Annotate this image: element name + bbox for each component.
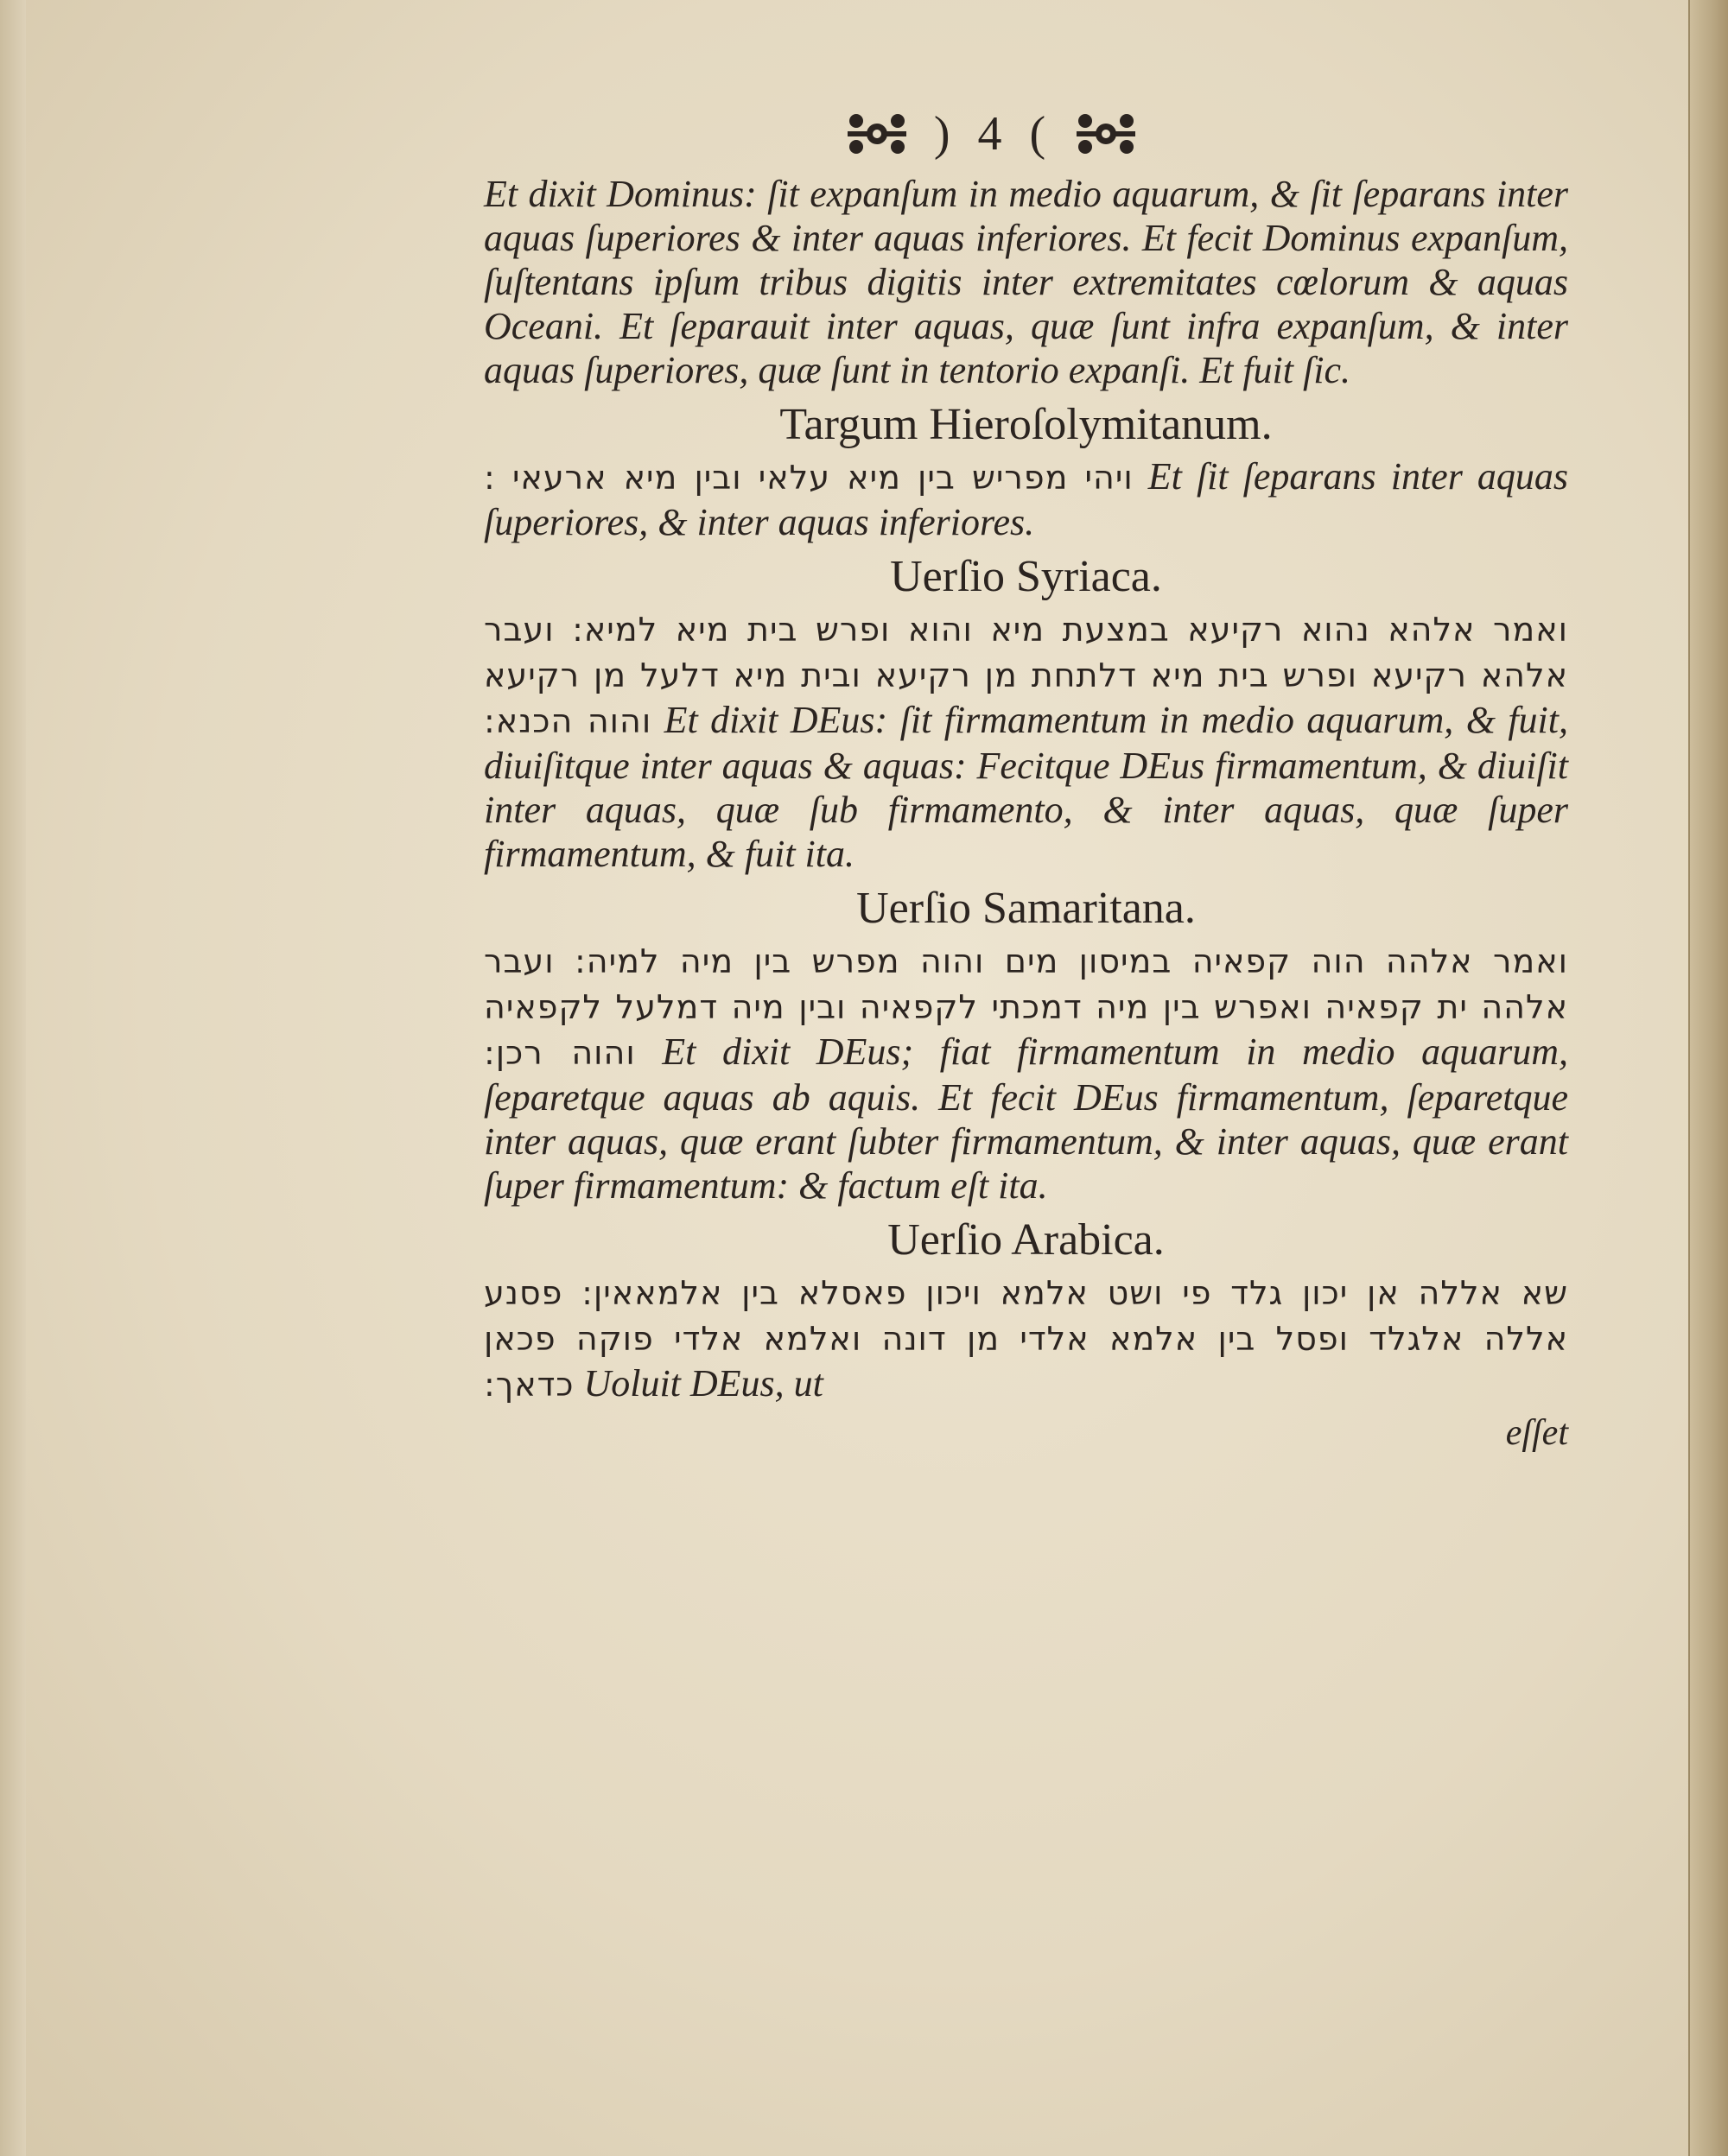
page-number-left-bracket: ) [933, 107, 954, 161]
syriaca-hebrew-text: ואמר אלהא נהוא רקיעא במצעת מיא והוא ופרש בית מיא למיא: ועבר אלהא רקיעא ופרש בית מיא דלתחת מן רקיעא ובית מיא דלעל מן רקיעא והוה הכנא: [484, 611, 1568, 740]
targum-hebrew-text: ויהי מפריש בין מיא עלאי ובין מיא ארעאי : [484, 459, 1134, 497]
right-ornament-icon [1073, 109, 1139, 159]
page-left-edge [0, 0, 26, 2156]
samaritana-paragraph [484, 938, 1568, 1208]
targum-latin-text: Et ſit ſeparans inter aquas ſuperiores, & inter aquas inferiores. [484, 455, 1569, 543]
left-ornament-icon [844, 109, 910, 159]
page-header [415, 99, 1568, 168]
arabica-heading: Uerſio Arabica. [887, 1215, 1165, 1265]
targum-heading: Targum Hieroſolymitanum. [779, 400, 1273, 449]
arabica-paragraph [484, 1270, 1568, 1407]
page-number-right-bracket: ( [1029, 107, 1050, 161]
intro-paragraph: Et dixit Dominus: ſit expanſum in medio aquarum, & ſit ſeparans inter aquas ſuperiores & inter aquas inferiores. Et fecit Dominus expanſum, ſuſtentans ipſum tribus digitis inter extremitates cœlorum & aquas Oceani. Et ſeparauit inter aquas, quæ ſunt infra expanſum, & inter aquas ſuperiores, quæ ſunt in tentorio expanſi. Et fuit ſic. [484, 173, 1568, 391]
catchword: eſſet [1505, 1413, 1568, 1453]
samaritana-latin-text: Et dixit DEus; fiat firmamentum in medio aquarum, ſeparetque aquas ab aquis. Et fecit DEus firmamentum, ſeparetque inter aquas, quæ erant ſubter firmamentum, & inter aquas, quæ erant ſuper firmamentum: & factum eſt ita. [484, 1030, 1569, 1207]
page-number: 4 [977, 107, 1006, 161]
page-content [484, 99, 1568, 1454]
syriaca-latin-text: Et dixit DEus: ſit firmamentum in medio aquarum, & fuit, diuiſitque inter aquas & aquas: Fecitque DEus firmamentum, & diuiſit inter aquas, quæ ſub firmamento, & inter aquas, quæ ſuper firmamentum, & fuit ita. [484, 699, 1569, 875]
targum-paragraph [484, 454, 1568, 544]
arabica-latin-text: Uoluit DEus, ut [583, 1362, 823, 1405]
samaritana-hebrew-text: ואמר אלהה הוה קפאיה במיסון מים והוה מפרש בין מיה למיה: ועבר אלהה ית קפאיה ואפרש בין מיה דמכתי לקפאיה ובין מיה דמלעל לקפאיה והוה רכן: [484, 942, 1568, 1072]
arabica-hebrew-text: שא אללה אן יכון גלד פי ושט אלמא ויכון פאסלא בין אלמאאין: פסנע אללה אלגלד ופסל בין אלמא אלדי מן דונה ואלמא אלדי פוקה פכאן כדאך: [484, 1274, 1568, 1404]
page-right-edge [1688, 0, 1728, 2156]
syriaca-heading: Uerſio Syriaca. [890, 552, 1162, 601]
syriaca-paragraph [484, 606, 1568, 876]
samaritana-heading: Uerſio Samaritana. [856, 884, 1196, 933]
